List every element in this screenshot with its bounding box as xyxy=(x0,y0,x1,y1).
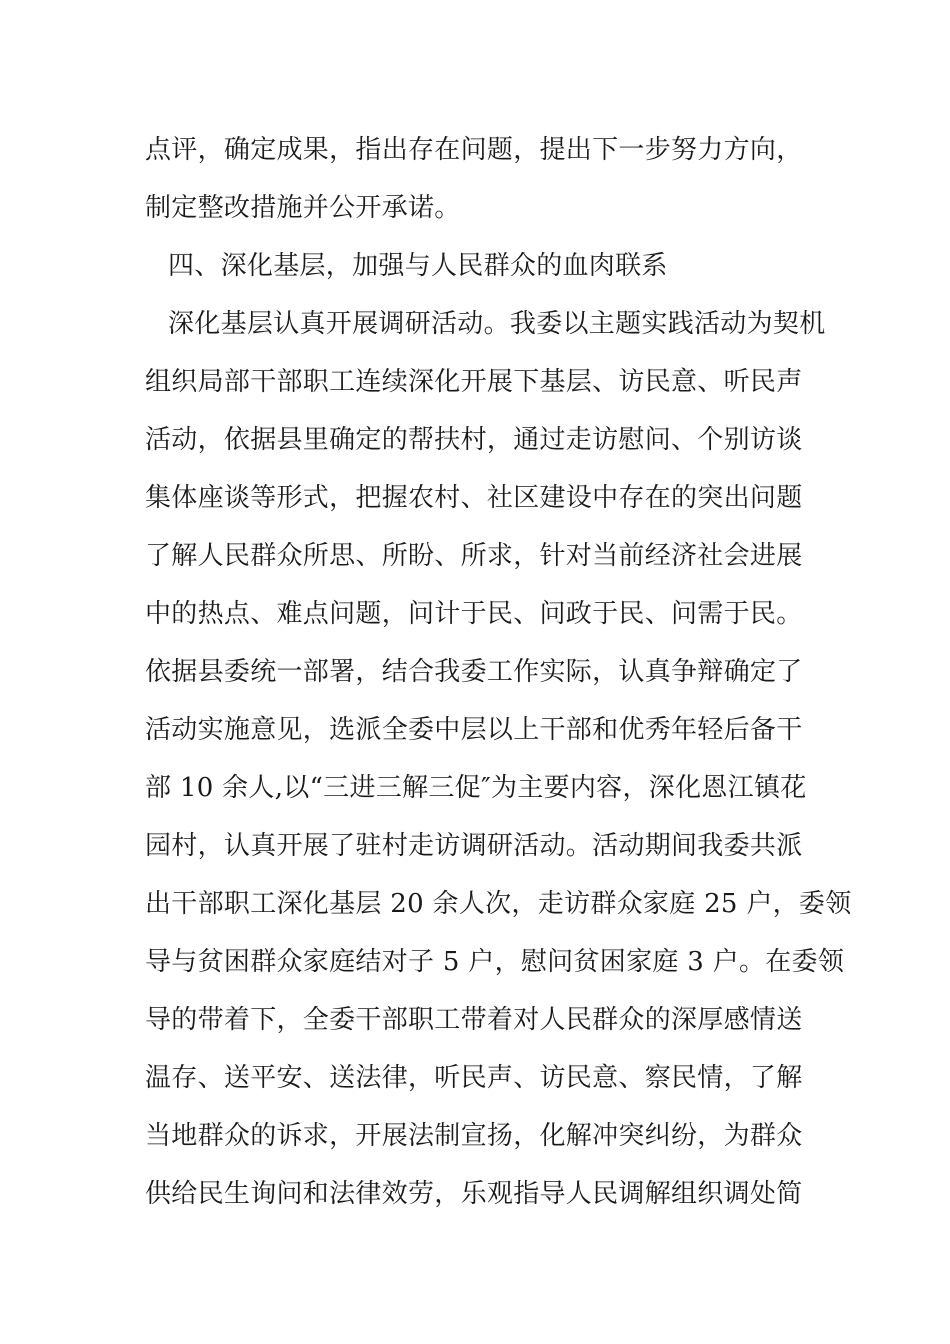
text-line: 园村，认真开展了驻村走访调研活动。活动期间我委共派 xyxy=(145,831,803,861)
text-line: 点评，确定成果，指出存在问题，提出下一步努力方向， xyxy=(145,135,803,165)
text-line: 当地群众的诉求，开展法制宣扬，化解冲突纠纷，为群众 xyxy=(145,1121,803,1151)
text-line: 活动实施意见，选派全委中层以上干部和优秀年轻后备干 xyxy=(145,715,803,745)
text-line: 中的热点、难点问题，问计于民、问政于民、问需于民。 xyxy=(145,599,803,629)
text-line: 出干部职工深化基层 20 余人次，走访群众家庭 25 户，委领 xyxy=(145,889,852,919)
text-line: 了解人民群众所思、所盼、所求，针对当前经济社会进展 xyxy=(145,541,803,571)
text-line: 部 10 余人,以“三进三解三促″为主要内容，深化恩江镇花 xyxy=(145,773,807,803)
section-heading: 四、深化基层，加强与人民群众的血肉联系 xyxy=(168,251,668,281)
text-line: 导与贫困群众家庭结对子 5 户，慰问贫困家庭 3 户。在委领 xyxy=(145,947,845,977)
text-line: 活动，依据县里确定的帮扶村，通过走访慰问、个别访谈 xyxy=(145,425,803,455)
text-line: 深化基层认真开展调研活动。我委以主题实践活动为契机 xyxy=(168,309,826,339)
text-line: 依据县委统一部署，结合我委工作实际，认真争辩确定了 xyxy=(145,657,803,687)
text-line: 导的带着下，全委干部职工带着对人民群众的深厚感情送 xyxy=(145,1005,803,1035)
text-line: 供给民生询问和法律效劳，乐观指导人民调解组织调处简 xyxy=(145,1179,803,1209)
text-line: 集体座谈等形式，把握农村、社区建设中存在的突出问题 xyxy=(145,483,803,513)
text-line: 组织局部干部职工连续深化开展下基层、访民意、听民声 xyxy=(145,367,803,397)
text-line: 温存、送平安、送法律，听民声、访民意、察民情，了解 xyxy=(145,1063,803,1093)
text-line: 制定整改措施并公开承诺。 xyxy=(145,193,461,223)
